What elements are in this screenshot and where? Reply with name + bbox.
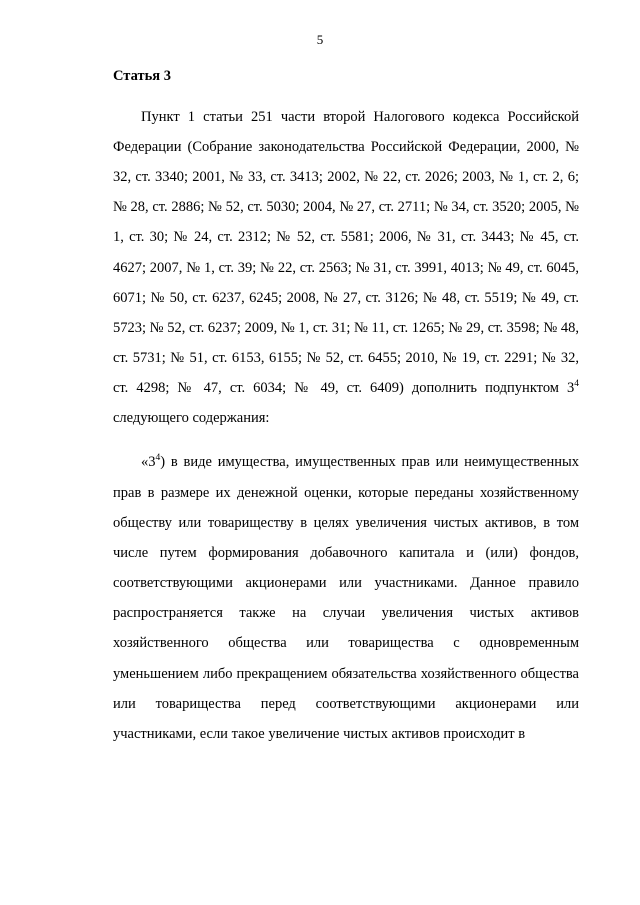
paragraph-spacer — [113, 439, 579, 447]
paragraph-quoted-subclause: «$3^4$) в виде имущества, имущественных прав или неимущественных прав в размере их денежной оценки, которые переданы хозяйственному обществу или товариществу в целях увеличения чистых активов, в том числе путем формирования добавочного капитала и (или) фондов, соответствующими акционерами или участниками. Данное правило распространяется также на случаи увеличения чистых активов хозяйственного общества или товарищества с одновременным уменьшением либо прекращением обязательства хозяйственного общества или товарищества перед соответствующими акционерами или участниками, если такое увеличение чистых активов происходит в — [113, 453, 579, 742]
page-body — [113, 66, 579, 755]
paragraph-amendment-intro: Пункт 1 статьи 251 части второй Налогового кодекса Российской Федерации (Собрание законодательства Российской Федерации, 2000, № 32, ст. 3340; 2001, № 33, ст. 3413; 2002, № 22, ст. 2026; 2003, № 1, ст. 2, 6; № 28, ст. 2886; № 52, ст. 5030; 2004, № 27, ст. 2711; № 34, ст. 3520; 2005, № 1, ст. 30; № 24, ст. 2312; № 52, ст. 5581; 2006, № 31, ст. 3443; № 45, ст. 4627; 2007, № 1, ст. 39; № 22, ст. 2563; № 31, ст. 3991, 4013; № 49, ст. 6045, 6071; № 50, ст. 6237, 6245; 2008, № 27, ст. 3126; № 48, ст. 5519; № 49, ст. 5723; № 52, ст. 6237; 2009, № 1, ст. 31; № 11, ст. 1265; № 29, ст. 3598; № 48, ст. 5731; № 51, ст. 6153, 6155; № 52, ст. 6455; 2010, № 19, ст. 2291; № 32, ст. 4298; № 47, ст. 6034; № 49, ст. 6409) дополнить подпунктом $3^4$ следующего содержания: — [113, 108, 579, 427]
page-number: 5 — [316, 32, 324, 47]
section-heading: Статья 3 — [113, 68, 171, 84]
